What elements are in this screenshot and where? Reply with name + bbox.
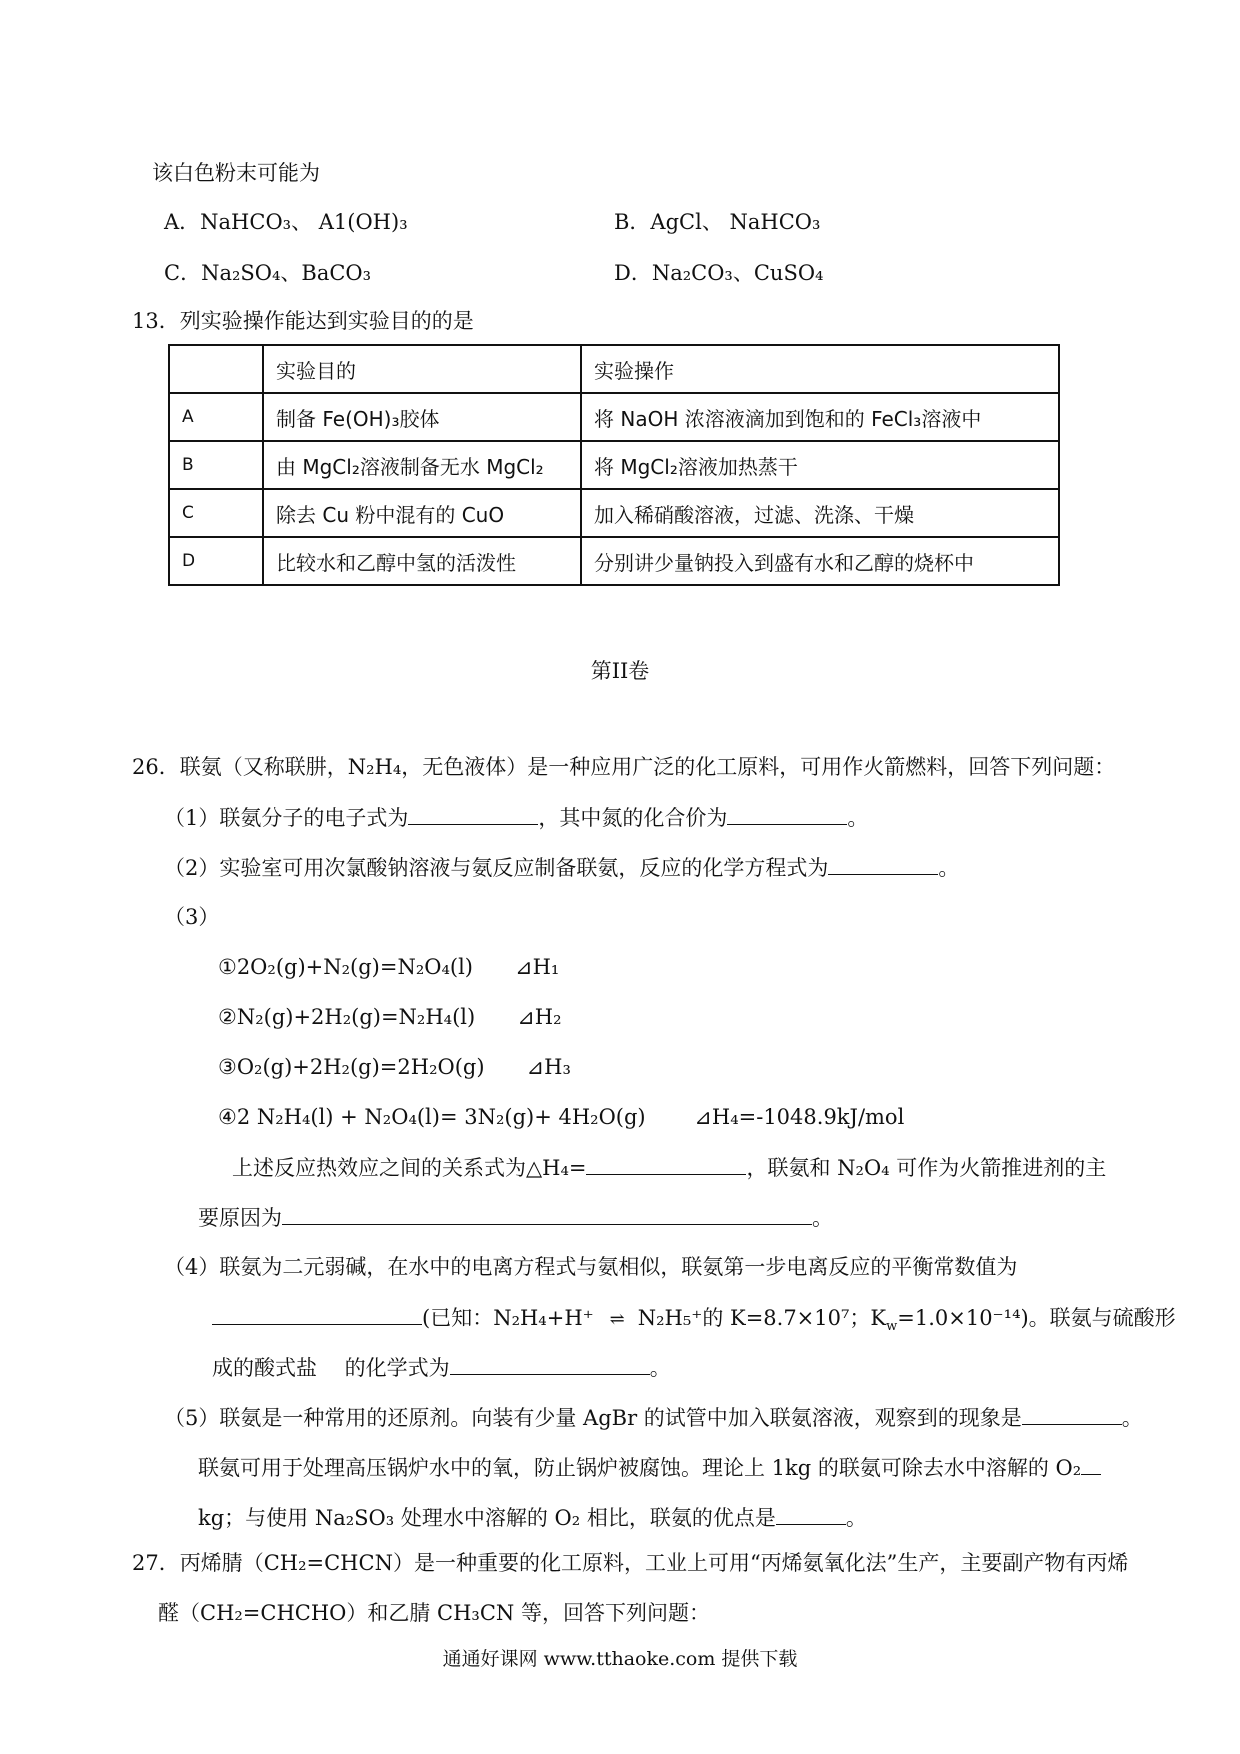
table-cell: B (169, 441, 263, 489)
table-header-cell (169, 345, 263, 393)
q27-line1: 27．丙烯腈（CH₂=CHCN）是一种重要的化工原料，工业上可用“丙烯氨氧化法”生产，主要副产物有丙烯 (132, 1551, 1129, 1575)
experiment-table (168, 344, 1060, 586)
equation-4: ④2 N₂H₄(l) + N₂O₄(l)= 3N₂(g)+ 4H₂O(g) ⊿H₄=-1048.9kJ/mol (218, 1105, 905, 1129)
q26-part1: （1）联氨分子的电子式为 ，其中氮的化合价为 。 (164, 802, 868, 833)
q12-option-b: B．AgCl、 NaHCO₃ (614, 210, 821, 234)
table-cell: A (169, 393, 263, 441)
q26-part3-label: （3） (164, 905, 220, 929)
q26-part4-given: (已知：N₂H₄+H⁺ ⇌ N₂H₅⁺的 K=8.7×10⁷；$K_w=1.0\times 10^{-14}$)。联氨与硫酸形 (212, 1302, 1176, 1342)
q26-part3-reason: 要原因为 。 (198, 1202, 833, 1233)
equation-1: ①2O₂(g)+N₂(g)=N₂O₄(l) ⊿H₁ (218, 955, 560, 979)
q12-option-a: A．NaHCO₃、 A1(OH)₃ (164, 210, 408, 234)
table-header-cell: 实验操作 (581, 345, 1059, 393)
answer-blank[interactable] (727, 802, 847, 825)
equation-2: ②N₂(g)+2H₂(g)=N₂H₄(l) ⊿H₂ (218, 1005, 562, 1029)
answer-blank[interactable] (282, 1202, 812, 1225)
q27-line2: 醛（CH₂=CHCHO）和乙腈 CH₃CN 等，回答下列问题： (158, 1601, 710, 1625)
section-title: 第II卷 (590, 659, 650, 683)
table-header-cell: 实验目的 (263, 345, 581, 393)
answer-blank[interactable] (1081, 1452, 1101, 1475)
table-cell: 比较水和乙醇中氢的活泼性 (263, 537, 581, 585)
table-row (169, 441, 1059, 489)
table-row (169, 537, 1059, 585)
table-cell: 将 NaOH 浓溶液滴加到饱和的 FeCl₃溶液中 (581, 393, 1059, 441)
answer-blank[interactable] (408, 802, 538, 825)
table-header-row (169, 345, 1059, 393)
q26-part5: （5）联氨是一种常用的还原剂。向装有少量 AgBr 的试管中加入联氨溶液，观察到的现象是 。 (164, 1402, 1143, 1433)
answer-blank[interactable] (450, 1352, 650, 1375)
answer-blank[interactable] (828, 852, 938, 875)
q26-part4: （4）联氨为二元弱碱，在水中的电离方程式与氨相似，联氨第一步电离反应的平衡常数值为 (164, 1255, 1018, 1279)
answer-blank[interactable] (1022, 1402, 1122, 1425)
page-footer: 通通好课网 www.tthaoke.com 提供下载 (442, 1648, 798, 1670)
q12-option-c: C．Na₂SO₄、BaCO₃ (164, 261, 372, 285)
answer-blank[interactable] (776, 1502, 846, 1525)
equilibrium-arrow-icon: ⇌ (609, 1309, 622, 1330)
table-cell: D (169, 537, 263, 585)
table-cell: 由 MgCl₂溶液制备无水 MgCl₂ (263, 441, 581, 489)
q12-option-d: D．Na₂CO₃、CuSO₄ (614, 261, 824, 285)
table-cell: 分别讲少量钠投入到盛有水和乙醇的烧杯中 (581, 537, 1059, 585)
q26-part5-advantage: kg；与使用 Na₂SO₃ 处理水中溶解的 O₂ 相比，联氨的优点是 。 (198, 1502, 867, 1533)
table-row (169, 393, 1059, 441)
equation-3: ③O₂(g)+2H₂(g)=2H₂O(g) ⊿H₃ (218, 1055, 571, 1079)
table-cell: 除去 Cu 粉中混有的 CuO (263, 489, 581, 537)
q26-stem: 26．联氨（又称联肼，N₂H₄，无色液体）是一种应用广泛的化工原料，可用作火箭燃料，回答下列问题： (132, 755, 1116, 779)
q12-stem: 该白色粉末可能为 (152, 161, 320, 185)
table-cell: 将 MgCl₂溶液加热蒸干 (581, 441, 1059, 489)
table-cell: 制备 Fe(OH)₃胶体 (263, 393, 581, 441)
answer-blank[interactable] (586, 1152, 746, 1175)
table-cell: C (169, 489, 263, 537)
q26-part2: （2）实验室可用次氯酸钠溶液与氨反应制备联氨，反应的化学方程式为 。 (164, 852, 959, 883)
q26-part3-relation: 上述反应热效应之间的关系式为△H₄= ，联氨和 N₂O₄ 可作为火箭推进剂的主 (232, 1152, 1106, 1183)
q13-title: 13．列实验操作能达到实验目的的是 (132, 309, 474, 333)
q26-part4-salt: 成的酸式盐 的化学式为 。 (212, 1352, 671, 1383)
table-cell: 加入稀硝酸溶液，过滤、洗涤、干燥 (581, 489, 1059, 537)
answer-blank[interactable] (212, 1302, 422, 1325)
q26-part5-oxygen: 联氨可用于处理高压锅炉水中的氧，防止锅炉被腐蚀。理论上 1kg 的联氨可除去水中溶解的 O₂ (198, 1452, 1101, 1483)
table-row (169, 489, 1059, 537)
